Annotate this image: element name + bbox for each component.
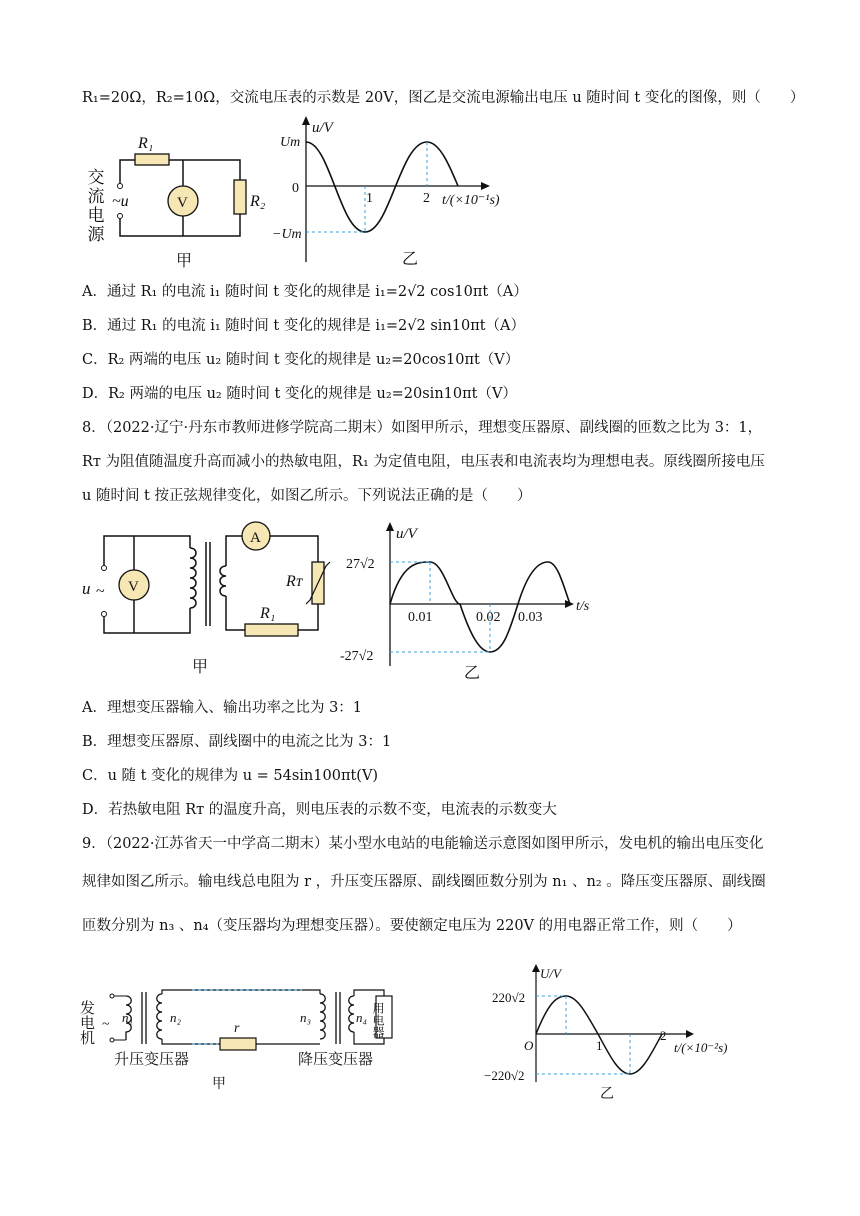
q7-xlabel: t/(×10⁻¹s) xyxy=(442,193,500,208)
q7-cosine-curve xyxy=(306,142,458,232)
q8-r1-label: R₁ xyxy=(260,605,276,622)
q7-xtick-2: 2 xyxy=(423,191,430,206)
q9-n1-label: n₁ xyxy=(122,1010,134,1025)
q8-stem-line-3: u 随时间 t 按正弦规律变化，如图乙所示。下列说法正确的是（ ） xyxy=(82,488,532,504)
q7-option-a[interactable]: A．通过 R₁ 的电流 i₁ 随时间 t 变化的规律是 i₁=2√2 cos10πt（A） xyxy=(82,284,528,300)
q7-jia-caption: 甲 xyxy=(176,253,193,270)
q9-step-down-label: 降压变压器 xyxy=(298,1052,374,1068)
q8-xtick-3: 0.03 xyxy=(518,610,543,625)
q7-ytick-bottom: −Um xyxy=(272,227,302,242)
q7-r1-label: R₁ xyxy=(138,135,154,152)
q7-option-c[interactable]: C．R₂ 两端的电压 u₂ 随时间 t 变化的规律是 u₂=20cos10πt（V） xyxy=(82,352,520,368)
q8-ac-symbol: ~ xyxy=(96,583,105,600)
q9-xtick-1: 1 xyxy=(596,1038,603,1053)
q9-stem-line-3: 匝数分别为 n₃ 、n₄（变压器均为理想变压器）。要使额定电压为 220V 的用电器正常工作，则（ ） xyxy=(82,918,742,934)
q7-voltmeter-label: V xyxy=(177,195,188,211)
q7-source-label: 交流电源 xyxy=(84,168,104,244)
q9-xtick-2: 2 xyxy=(660,1028,667,1043)
q8-ammeter-label: A xyxy=(250,530,261,546)
q8-primary-coil xyxy=(190,548,196,608)
q9-transmission-figure xyxy=(78,982,412,1092)
q8-u-label: u xyxy=(82,579,91,598)
q7-ytick-top: Um xyxy=(280,135,301,150)
q9-ytick-top: 220√2 xyxy=(492,990,526,1005)
q8-stem-line-2: Rᴛ 为阻值随温度升高而减小的热敏电阻，R₁ 为定值电阻，电压表和电流表均为理想电表。原线圈所接电压 xyxy=(82,454,765,470)
q8-option-d[interactable]: D．若热敏电阻 Rᴛ 的温度升高，则电压表的示数不变，电流表的示数变大 xyxy=(82,802,557,818)
q9-jia-caption: 甲 xyxy=(212,1077,226,1092)
q8-xtick-2: 0.02 xyxy=(476,610,501,625)
q7-source-symbol: ~u xyxy=(112,193,129,210)
q9-n4-label: n₄ xyxy=(356,1010,368,1025)
q8-sine-curve xyxy=(390,562,570,652)
q8-xlabel: t/s xyxy=(576,599,590,614)
q7-r2-resistor xyxy=(234,180,246,214)
q8-rt-label: Rᴛ xyxy=(286,573,302,590)
q9-n3-label: n₃ xyxy=(300,1010,312,1025)
q9-ytick-bottom: −220√2 xyxy=(484,1068,525,1083)
q9-step-up-label: 升压变压器 xyxy=(114,1052,190,1068)
q9-sine-curve xyxy=(536,996,662,1074)
q8-ylabel: u/V xyxy=(396,526,417,542)
q8-stem-line-1: 8．（2022·辽宁·丹东市教师进修学院高二期末）如图甲所示，理想变压器原、副线圈的匝数之比为 3：1， xyxy=(82,420,763,436)
q8-jia-caption: 甲 xyxy=(192,659,209,676)
q7-r2-label: R₂ xyxy=(250,193,266,210)
q9-graph-figure xyxy=(480,962,750,1102)
q8-graph-figure xyxy=(340,518,600,682)
q9-stem-line-2: 规律如图乙所示。输电线总电阻为 r ，升压变压器原、副线圈匝数分别为 n₁ 、n₂ 。降压变压器原、副线圈 xyxy=(82,874,766,890)
q9-ac-symbol: ~ xyxy=(102,1017,110,1032)
q9-ylabel: U/V xyxy=(540,966,561,981)
q8-ytick-bottom: -27√2 xyxy=(340,649,374,664)
q8-ytick-top: 27√2 xyxy=(346,557,375,572)
q9-origin: O xyxy=(524,1038,534,1053)
q7-graph-figure xyxy=(270,112,530,272)
q9-xlabel: t/(×10⁻²s) xyxy=(674,1040,728,1055)
q7-xtick-1: 1 xyxy=(366,191,373,206)
q9-stem-line-1: 9．（2022·江苏省天一中学高二期末）某小型水电站的电能输送示意图如图甲所示，发电机的输出电压变化 xyxy=(82,836,764,852)
q9-load-label: 用电器 xyxy=(371,1002,385,1038)
q7-yi-caption: 乙 xyxy=(402,251,419,268)
q8-xtick-1: 0.01 xyxy=(408,610,433,625)
q8-voltmeter-label: V xyxy=(128,579,139,595)
q9-yi-caption: 乙 xyxy=(600,1087,614,1102)
q7-origin: 0 xyxy=(292,181,299,196)
q7-r1-resistor xyxy=(135,154,169,165)
q8-option-a[interactable]: A．理想变压器输入、输出功率之比为 3：1 xyxy=(82,700,363,716)
q8-r1-resistor xyxy=(245,624,298,636)
q7-ylabel: u/V xyxy=(312,120,333,136)
q8-yi-caption: 乙 xyxy=(464,665,481,682)
q9-r-label: r xyxy=(234,1021,240,1036)
q7-stem: R₁=20Ω，R₂=10Ω，交流电压表的示数是 20V，图乙是交流电源输出电压 u 随时间 t 变化的图像，则（ ） xyxy=(82,90,805,106)
q7-circuit-figure xyxy=(80,128,270,278)
q8-option-c[interactable]: C．u 随 t 变化的规律为 u = 54sin100πt(V) xyxy=(82,768,379,784)
q9-n2-label: n₂ xyxy=(170,1010,182,1025)
q8-transformer-figure xyxy=(80,518,340,678)
q9-generator-label: 发电机 xyxy=(78,1000,94,1045)
q7-option-d[interactable]: D．R₂ 两端的电压 u₂ 随时间 t 变化的规律是 u₂=20sin10πt（V） xyxy=(82,386,517,402)
q8-option-b[interactable]: B．理想变压器原、副线圈中的电流之比为 3：1 xyxy=(82,734,392,750)
q9-line-resistor xyxy=(220,1038,256,1050)
q7-option-b[interactable]: B．通过 R₁ 的电流 i₁ 随时间 t 变化的规律是 i₁=2√2 sin10πt（A） xyxy=(82,318,526,334)
q8-secondary-coil xyxy=(220,566,226,596)
